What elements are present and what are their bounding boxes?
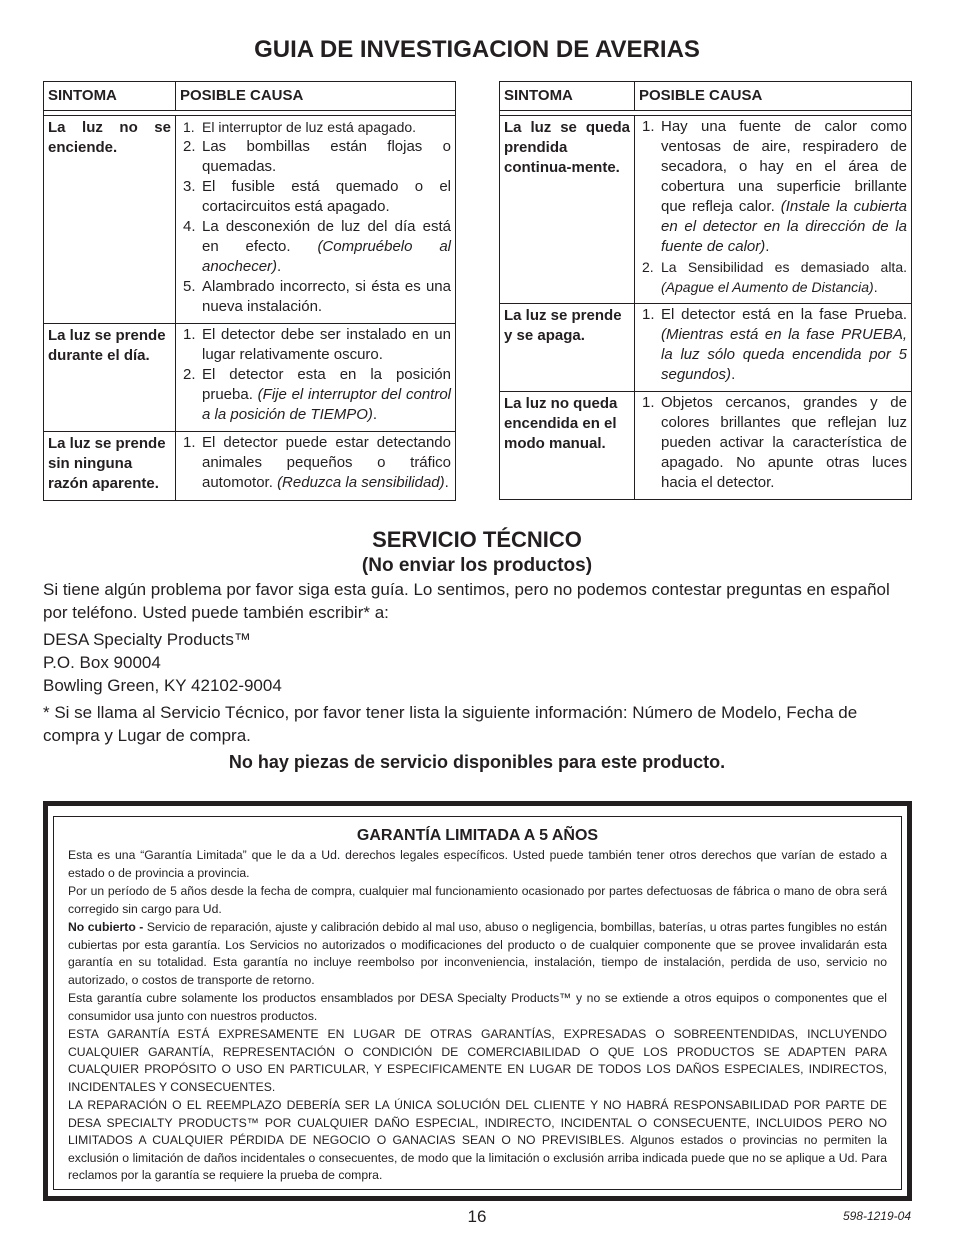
symptom-cell: La luz no queda encendida en el modo manual.: [500, 392, 635, 500]
cause-text: Objetos cercanos, grandes y de colores brillantes que reflejan luz pueden activar la característica de apagado. No apunte otras luces hacia el detector.: [661, 394, 907, 491]
warranty-paragraph: Por un período de 5 años desde la fecha de compra, cualquier mal funcionamiento ocasionado por partes defectuosas de fábrica o mano de obra será corregido sin cargo para Ud.: [68, 884, 887, 916]
causes-cell: [635, 116, 912, 304]
causes-cell: [635, 392, 912, 500]
cause-note: (Mientras está en la fase PRUEBA, la luz sólo queda encendida por 5 segundos): [661, 326, 907, 383]
cause-number: 1.: [642, 394, 655, 411]
table-row: [500, 392, 912, 500]
cause-number: 1.: [642, 306, 655, 323]
cause-number: 2.: [183, 366, 196, 383]
warranty-paragraph: LA REPARACIÓN O EL REEMPLAZO DEBERÍA SER LA ÚNICA SOLUCIÓN DEL CLIENTE Y NO HABRÁ RESPONSABILIDAD POR PARTE DE DESA SPECIALTY PRODUCTS™ POR CUALQUIER DAÑO ESPECIAL, INDIRECTO, INCIDENTAL O CONSECUENTE, INCLUIDOS PERO NO LIMITADOS A CUALQUIER PÉRDIDA DE NEGOCIO O GANACIAS SEAN O NO PREVISIBLES. Algunos estados o provincias no permiten la exclusión o limitación de daños incidentales o consecuentes, de modo que la limitación o exclusión arriba indicada puede que no se aplique a Ud. Para reclamos por la garantía se requiere la prueba de compra.: [68, 1098, 887, 1182]
cause-text: El interruptor de luz está apagado.: [202, 119, 417, 135]
header-posible-causa: POSIBLE CAUSA: [176, 82, 456, 111]
cause-text: El detector puede estar detectando animales pequeños o tráfico automotor.: [202, 434, 451, 491]
cause-item: [180, 277, 451, 317]
service-intro: Si tiene algún problema por favor siga esta guía. Lo sentimos, pero no podemos contestar preguntas en español por teléfono. Usted puede también escribir* a:: [43, 580, 890, 622]
cause-note: (Apague el Aumento de Distancia): [661, 279, 874, 295]
warranty-paragraph: Esta es una “Garantía Limitada” que le da a Ud. derechos legales específicos. Usted puede también tener otros derechos que varían de estado a estado o de provincia a provincia.: [68, 848, 887, 880]
table-row: [500, 116, 912, 304]
not-covered-text: Servicio de reparación, ajuste y calibración debido al mal uso, abuso o negligencia, bombillas, baterías, u otras partes fungibles no están cubiertas por esta garantía. Los Servicios no autorizados o modificaciones del producto o de cualquier componente que se provee invalidarán esta garantía en su totalidad. Esta garantía no incluye reembolso por inconveniencia, instalación, tiempo de instalación, perdida de uso, servicio no autorizado, o costos de transporte de retorno.: [68, 920, 887, 987]
cause-text: El detector esta en la posición prueba.: [202, 366, 451, 403]
cause-item: [180, 137, 451, 177]
cause-item: [180, 177, 451, 217]
no-parts-notice: No hay piezas de servicio disponibles para este producto.: [228, 752, 726, 772]
cause-note: (Reduzca la sensibilidad): [277, 474, 445, 491]
service-footnote: * Si se llama al Servicio Técnico, por favor tener lista la siguiente información: Número de Modelo, Fecha de compra y Lugar de compra.: [43, 703, 858, 745]
cause-item: 2. El detector esta en la posición prueba. (Fije el interruptor del control a la posición de TIEMPO).: [180, 365, 451, 425]
cause-item: [639, 393, 907, 493]
cause-item: 4. La desconexión de luz del día está en efecto. (Compruébelo al anochecer).: [180, 217, 451, 277]
warranty-paragraph: ESTA GARANTÍA ESTÁ EXPRESAMENTE EN LUGAR DE OTRAS GARANTÍAS, EXPRESADAS O SOBREENTENDIDAS, INCLUYENDO CUALQUIER GARANTÍA, REPRESENTACIÓN O CONDICIÓN DE COMERCIABILIDAD O QUE LOS PRODUCTOS SE ADAPTEN PARA CUALQUIER PROPÓSITO O USO EN PARTICULAR, Y ESPECIFICAMENTE EN LUGAR DE TODOS LOS DAÑOS ESPECIALES, INDIRECTOS, INCIDENTALES Y CONSECUENTES.: [68, 1027, 887, 1094]
cause-text: La Sensibilidad es demasiado alta.: [661, 259, 907, 275]
symptom-cell: La luz se queda prendida continua-mente.: [500, 116, 635, 304]
cause-item: 2. La Sensibilidad es demasiado alta. (Apague el Aumento de Distancia).: [639, 257, 907, 297]
cause-number: 3.: [183, 178, 196, 195]
address-line: DESA Specialty Products™: [43, 630, 251, 649]
page-title: GUIA DE INVESTIGACION DE AVERIAS: [254, 36, 700, 63]
table-header-row: [44, 82, 456, 111]
cause-text: El fusible está quemado o el cortacircuitos está apagado.: [202, 178, 451, 215]
header-posible-causa: POSIBLE CAUSA: [635, 82, 912, 111]
cause-note: (Compruébelo al anochecer): [202, 238, 452, 275]
service-title: SERVICIO TÉCNICO: [372, 527, 582, 552]
cause-item: 1. El detector puede estar detectando animales pequeños o tráfico automotor. (Reduzca la sensibilidad).: [180, 433, 451, 493]
symptom-cell: La luz se prende sin ninguna razón aparente.: [44, 432, 176, 501]
cause-item: [180, 117, 451, 137]
table-row: [500, 304, 912, 392]
cause-text: El detector está en la fase Prueba.: [661, 306, 907, 323]
cause-number: 2.: [183, 138, 196, 155]
cause-text: La desconexión de luz del día está en efecto.: [202, 218, 451, 255]
not-covered-label: No cubierto -: [68, 920, 144, 934]
table-header-row: [500, 82, 912, 111]
cause-text: Las bombillas están flojas o quemadas.: [202, 138, 451, 175]
table-row: [44, 116, 456, 324]
symptom-cell: La luz se prende durante el día.: [44, 324, 176, 432]
cause-text: Hay una fuente de calor como ventosas de aire, respiradero de secadora, o hay en el área de cobertura una superficie brillante que refleja calor.: [661, 118, 907, 215]
service-subtitle: (No enviar los productos): [361, 555, 593, 576]
table-row: [44, 432, 456, 501]
address-line: Bowling Green, KY 42102-9004: [43, 676, 282, 695]
service-body: [43, 578, 913, 751]
troubleshooting-table-right: [499, 81, 912, 500]
warranty-paragraph: [68, 919, 887, 989]
cause-item: [180, 325, 451, 365]
page-number: 16: [467, 1207, 487, 1226]
cause-text: El detector debe ser instalado en un lugar relativamente oscuro.: [202, 326, 451, 363]
causes-cell: [176, 116, 456, 324]
cause-number: 1.: [183, 434, 196, 451]
cause-item: 1. Hay una fuente de calor como ventosas de aire, respiradero de secadora, o hay en el área de cobertura una superficie brillante que refleja calor. (Instale la cubierta en el detector en la dirección de la fuente de calor).: [639, 117, 907, 257]
causes-cell: [176, 324, 456, 432]
mailing-address: [43, 628, 913, 697]
cause-note: (Instale la cubierta en el detector en la dirección de la fuente de calor): [661, 198, 907, 255]
cause-number: 4.: [183, 218, 196, 235]
warranty-box: [43, 801, 912, 1201]
cause-item: 1. El detector está en la fase Prueba. (Mientras está en la fase PRUEBA, la luz sólo queda encendida por 5 segundos).: [639, 305, 907, 385]
troubleshooting-table-left: [43, 81, 456, 501]
address-line: P.O. Box 90004: [43, 653, 161, 672]
warranty-inner-frame: [53, 816, 902, 1190]
warranty-title: GARANTÍA LIMITADA A 5 AÑOS: [356, 827, 599, 844]
header-sintoma: SINTOMA: [500, 82, 635, 111]
cause-number: 1.: [183, 326, 196, 343]
cause-number: 1.: [642, 118, 655, 135]
cause-number: 5.: [183, 278, 196, 295]
cause-text: Alambrado incorrecto, si ésta es una nueva instalación.: [202, 278, 451, 315]
symptom-cell: La luz se prende y se apaga.: [500, 304, 635, 392]
causes-cell: [176, 432, 456, 501]
table-row: [44, 324, 456, 432]
cause-note: (Fije el interruptor del control a la posición de TIEMPO): [202, 386, 451, 423]
cause-number: 2.: [642, 259, 654, 275]
cause-number: 1.: [183, 119, 195, 135]
symptom-cell: La luz no se enciende.: [44, 116, 176, 324]
document-number: 598-1219-04: [842, 1209, 911, 1223]
header-sintoma: SINTOMA: [44, 82, 176, 111]
causes-cell: [635, 304, 912, 392]
warranty-paragraph: Esta garantía cubre solamente los productos ensamblados por DESA Specialty Products™ y no se extiende a otros equipos o componentes que el consumidor usa junto con nuestros productos.: [68, 991, 887, 1023]
